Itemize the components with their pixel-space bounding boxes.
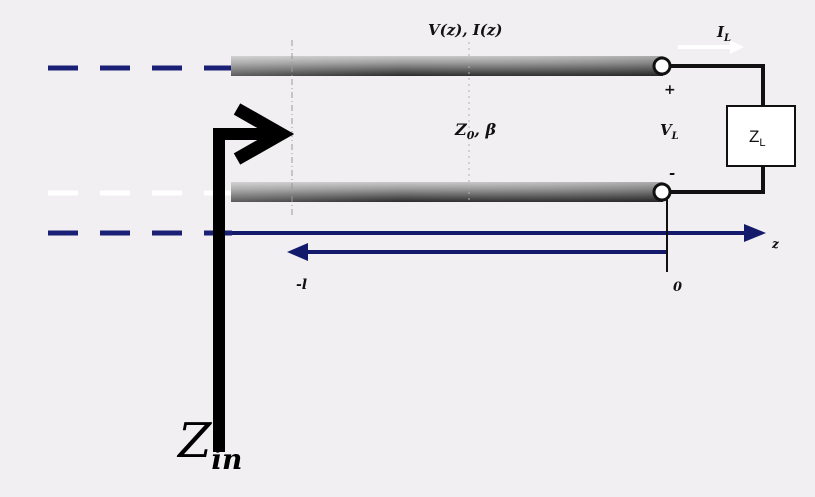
load-impedance-box [727, 106, 795, 166]
bottom-terminal [654, 184, 670, 200]
top-conductor-shade [231, 56, 663, 76]
load-voltage-label: $V_L$ [660, 121, 679, 142]
load-current-arrowhead [730, 40, 744, 54]
input-impedance-label: Zin [178, 413, 243, 476]
load-wire-bottom [670, 166, 763, 192]
top-terminal [654, 58, 670, 74]
length-arrowhead [287, 243, 308, 261]
load-impedance-label: $Z_L$ [749, 127, 766, 149]
voltage-current-label: V(z), I(z) [428, 21, 503, 39]
load-wire-top [670, 66, 763, 106]
z-axis-arrowhead [744, 224, 766, 242]
zero-label: 0 [673, 280, 683, 295]
characteristic-impedance-label: $Z_0$, β [455, 120, 497, 142]
minus-l-label: -l [296, 277, 308, 293]
input-impedance-arrow [219, 134, 268, 452]
load-current-label: $I_L$ [717, 23, 732, 44]
plus-sign: + [664, 82, 676, 98]
z-axis-label: z [772, 237, 779, 251]
minus-sign: - [669, 164, 676, 182]
bottom-conductor-shade [231, 182, 663, 202]
